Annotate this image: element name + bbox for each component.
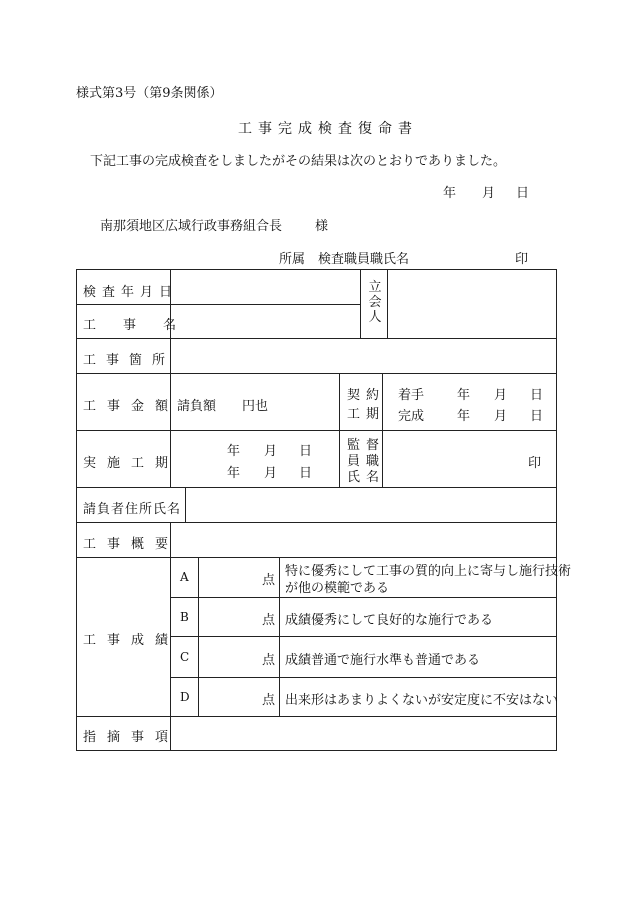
grade-d: D [180, 690, 190, 704]
remarks-label: 指摘事項 [83, 730, 180, 745]
work-name-label: 工事名 [83, 318, 204, 333]
complete-day: 日 [530, 409, 544, 424]
actual-start-month: 月 [264, 444, 278, 459]
supervisor-label-3: 氏名 [347, 470, 386, 485]
supervisor-label-2: 員職 [347, 454, 386, 469]
actual-start-day: 日 [299, 444, 313, 459]
contract-period-label-2: 工期 [347, 407, 386, 422]
date-day: 日 [516, 186, 530, 201]
form-number: 様式第3号（第9条関係） [76, 86, 223, 101]
complete-label: 完成 [398, 409, 425, 424]
start-year: 年 [457, 388, 471, 403]
start-month: 月 [494, 388, 508, 403]
grade-c-desc: 成績普通で施行水準も普通である [285, 653, 481, 668]
witness-label: 立会人 [368, 280, 382, 325]
actual-end-year: 年 [227, 466, 241, 481]
start-label: 着手 [398, 388, 425, 403]
results-label: 工事成績 [83, 633, 180, 648]
addressee: 南那須地区広域行政事務組合長 [100, 219, 283, 234]
contract-amount: 請負額 円也 [177, 399, 269, 414]
grade-b-desc: 成績優秀にして良好的な施行である [285, 613, 494, 628]
grade-d-desc: 出来形はあまりよくないが安定度に不安はない [285, 693, 559, 708]
grade-a-desc-1: 特に優秀にして工事の質的向上に寄与し施行技術 [285, 564, 572, 579]
actual-end-month: 月 [264, 466, 278, 481]
actual-period-label: 実施工期 [83, 456, 180, 471]
grade-d-points: 点 [262, 693, 276, 708]
supervisor-label-1: 監督 [347, 438, 386, 453]
date-year: 年 [443, 186, 457, 201]
grade-b: B [180, 610, 189, 624]
actual-start-year: 年 [227, 444, 241, 459]
contract-period-label-1: 契約 [347, 388, 386, 403]
grade-c: C [180, 650, 190, 664]
date-month: 月 [482, 186, 496, 201]
inspection-date-label: 検査年月日 [83, 285, 179, 300]
honorific: 様 [315, 219, 329, 234]
inspector-label: 所属 検査職員職氏名 [279, 252, 410, 267]
grade-a-points: 点 [262, 573, 276, 588]
grade-c-points: 点 [262, 653, 276, 668]
work-amount-label: 工事金額 [83, 399, 180, 414]
actual-end-day: 日 [299, 466, 313, 481]
inspector-seal: 印 [515, 252, 529, 267]
grade-a-desc-2: が他の模範である [285, 581, 390, 596]
grade-b-points: 点 [262, 613, 276, 628]
grade-a: A [180, 570, 189, 584]
overview-label: 工事概要 [83, 537, 180, 552]
document-title: 工事完成検査復命書 [238, 121, 418, 137]
complete-month: 月 [494, 409, 508, 424]
intro-text: 下記工事の完成検査をしましたがその結果は次のとおりでありました。 [90, 154, 507, 169]
complete-year: 年 [457, 409, 471, 424]
start-day: 日 [530, 388, 544, 403]
work-location-label: 工事箇所 [83, 353, 176, 368]
contractor-label: 請負者住所氏名 [83, 502, 182, 517]
supervisor-seal: 印 [528, 456, 542, 471]
